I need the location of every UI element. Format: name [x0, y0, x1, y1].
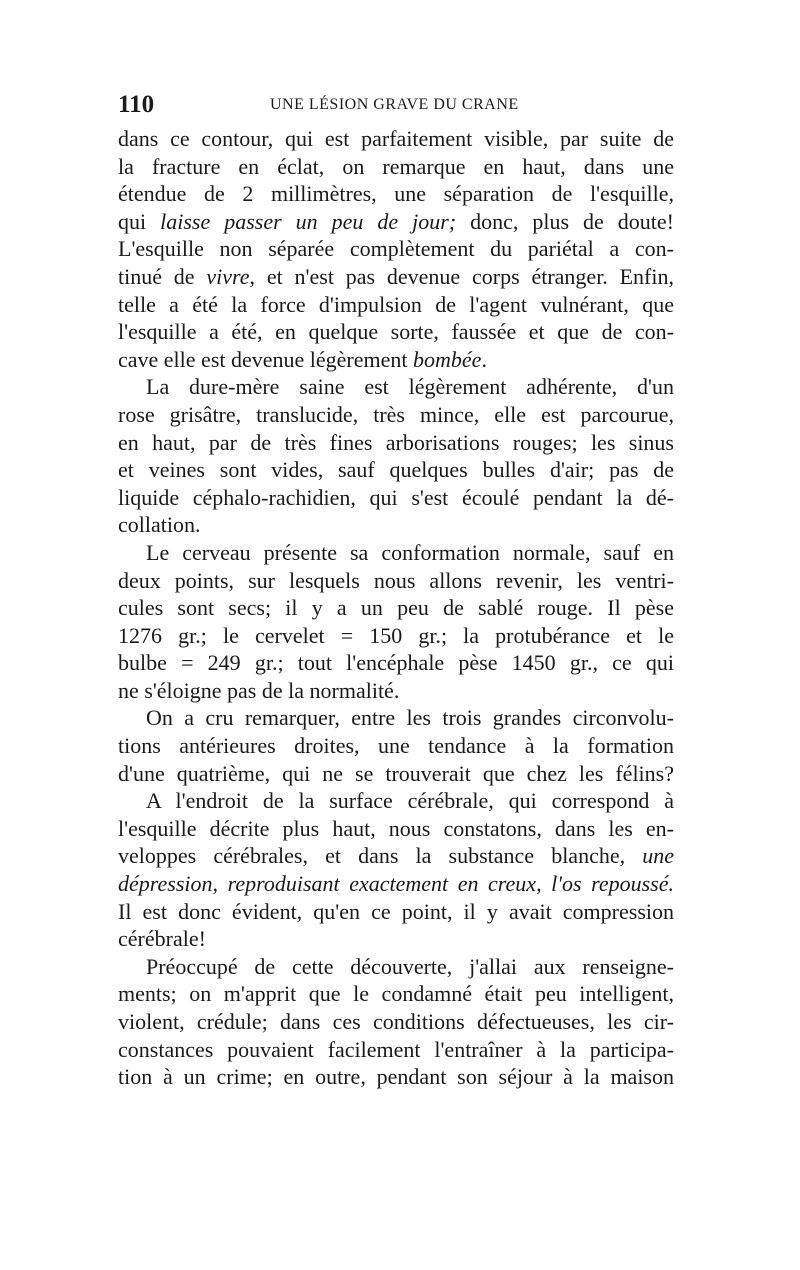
text-segment: donc, plus de doute! [456, 208, 674, 234]
text-segment: tion à un crime; en outre, pendant son séjour à la maison [118, 1064, 674, 1090]
text-segment: constances pouvaient facilement l'entraîner à la participa- [118, 1036, 674, 1062]
text-segment: deux points, sur lesquels nous allons revenir, les ventri- [118, 567, 674, 593]
text-line [118, 235, 674, 263]
text-segment: Le cerveau présente sa conformation normale, sauf en [146, 539, 674, 565]
text-line [118, 456, 674, 484]
text-line [118, 760, 674, 788]
text-segment: Il est donc évident, qu'en ce point, il y avait compression [118, 898, 674, 924]
text-segment: l'esquille décrite plus haut, nous constatons, dans les en- [118, 815, 674, 841]
text-segment: On a cru remarquer, entre les trois grandes circonvolu- [146, 705, 674, 731]
text-line [118, 263, 674, 291]
text-segment: Préoccupé de cette découverte, j'allai aux renseigne- [146, 953, 674, 979]
text-line [118, 870, 674, 898]
text-segment: ments; on m'apprit que le condamné était peu intelligent, [118, 981, 674, 1007]
text-segment: l'esquille a été, en quelque sorte, faussée et que de con- [118, 319, 674, 345]
text-segment: rose grisâtre, translucide, très mince, elle est parcourue, [118, 401, 674, 427]
text-segment: La dure-mère saine est légèrement adhérente, d'un [146, 374, 674, 400]
text-segment: telle a été la force d'impulsion de l'agent vulnérant, que [118, 291, 674, 317]
text-segment: vivre [206, 263, 250, 289]
text-segment: la fracture en éclat, on remarque en haut, dans une [118, 153, 674, 179]
text-line [118, 842, 674, 870]
text-segment: collation. [118, 512, 201, 538]
text-segment: étendue de 2 millimètres, une séparation de l'esquille, [118, 181, 674, 207]
text-segment: 1276 gr.; le cervelet = 150 gr.; la protubérance et le [118, 622, 674, 648]
text-segment: bulbe = 249 gr.; tout l'encéphale pèse 1450 gr., ce qui [118, 650, 674, 676]
body-text [118, 125, 674, 1091]
text-line [118, 153, 674, 181]
text-line [118, 649, 674, 677]
text-segment: dépression, reproduisant exactement en creux, l'os repoussé. [118, 871, 674, 897]
text-line [118, 815, 674, 843]
text-segment: d'une quatrième, qui ne se trouverait que chez les félins? [118, 760, 674, 786]
text-line [118, 346, 674, 374]
text-line [118, 677, 674, 705]
text-line [118, 787, 674, 815]
text-line [118, 373, 674, 401]
text-line [118, 291, 674, 319]
text-segment: laisse passer un peu de jour; [160, 208, 457, 234]
text-segment: liquide céphalo-rachidien, qui s'est écoulé pendant la dé- [118, 484, 674, 510]
text-segment: violent, crédule; dans ces conditions défectueuses, les cir- [118, 1009, 674, 1034]
page-header [118, 90, 678, 120]
text-segment: , et n'est pas devenue corps étranger. Enfin, [249, 263, 674, 289]
text-segment: tinué de [118, 263, 207, 289]
text-line [118, 953, 674, 981]
text-segment: une [642, 843, 674, 869]
text-line [118, 622, 674, 650]
text-segment: qui [118, 208, 161, 234]
text-segment: en haut, par de très fines arborisations rouges; les sinus [118, 429, 674, 455]
text-line [118, 704, 674, 732]
text-segment: cérébrale! [118, 926, 206, 952]
text-line [118, 594, 674, 622]
text-line [118, 925, 674, 953]
text-line [118, 1063, 674, 1091]
text-line [118, 898, 674, 926]
text-line [118, 484, 674, 512]
text-segment: A l'endroit de la surface cérébrale, qui correspond à [146, 788, 674, 814]
text-segment: bombée [413, 346, 482, 372]
text-line [118, 429, 674, 457]
text-line [118, 1008, 674, 1036]
text-segment: dans ce contour, qui est parfaitement visible, par suite de [118, 126, 674, 151]
text-line [118, 980, 674, 1008]
text-segment: L'esquille non séparée complètement du pariétal a con- [118, 236, 674, 262]
text-line [118, 732, 674, 760]
text-line [118, 180, 674, 208]
running-title: UNE LÉSION GRAVE DU CRANE [270, 96, 519, 113]
text-segment: cave elle est devenue légèrement [118, 346, 414, 372]
text-segment: veloppes cérébrales, et dans la substance blanche, [118, 843, 643, 869]
text-segment: ne s'éloigne pas de la normalité. [118, 677, 400, 703]
text-line [118, 539, 674, 567]
text-line [118, 1036, 674, 1064]
page-number: 110 [118, 91, 155, 118]
text-segment: tions antérieures droites, une tendance à la formation [118, 733, 674, 759]
text-segment: et veines sont vides, sauf quelques bulles d'air; pas de [118, 457, 674, 483]
text-line [118, 125, 674, 153]
text-segment: cules sont secs; il y a un peu de sablé rouge. Il pèse [118, 595, 674, 621]
text-line [118, 208, 674, 236]
text-line [118, 511, 674, 539]
text-line [118, 401, 674, 429]
text-line [118, 567, 674, 595]
text-segment: . [481, 346, 487, 372]
text-line [118, 318, 674, 346]
